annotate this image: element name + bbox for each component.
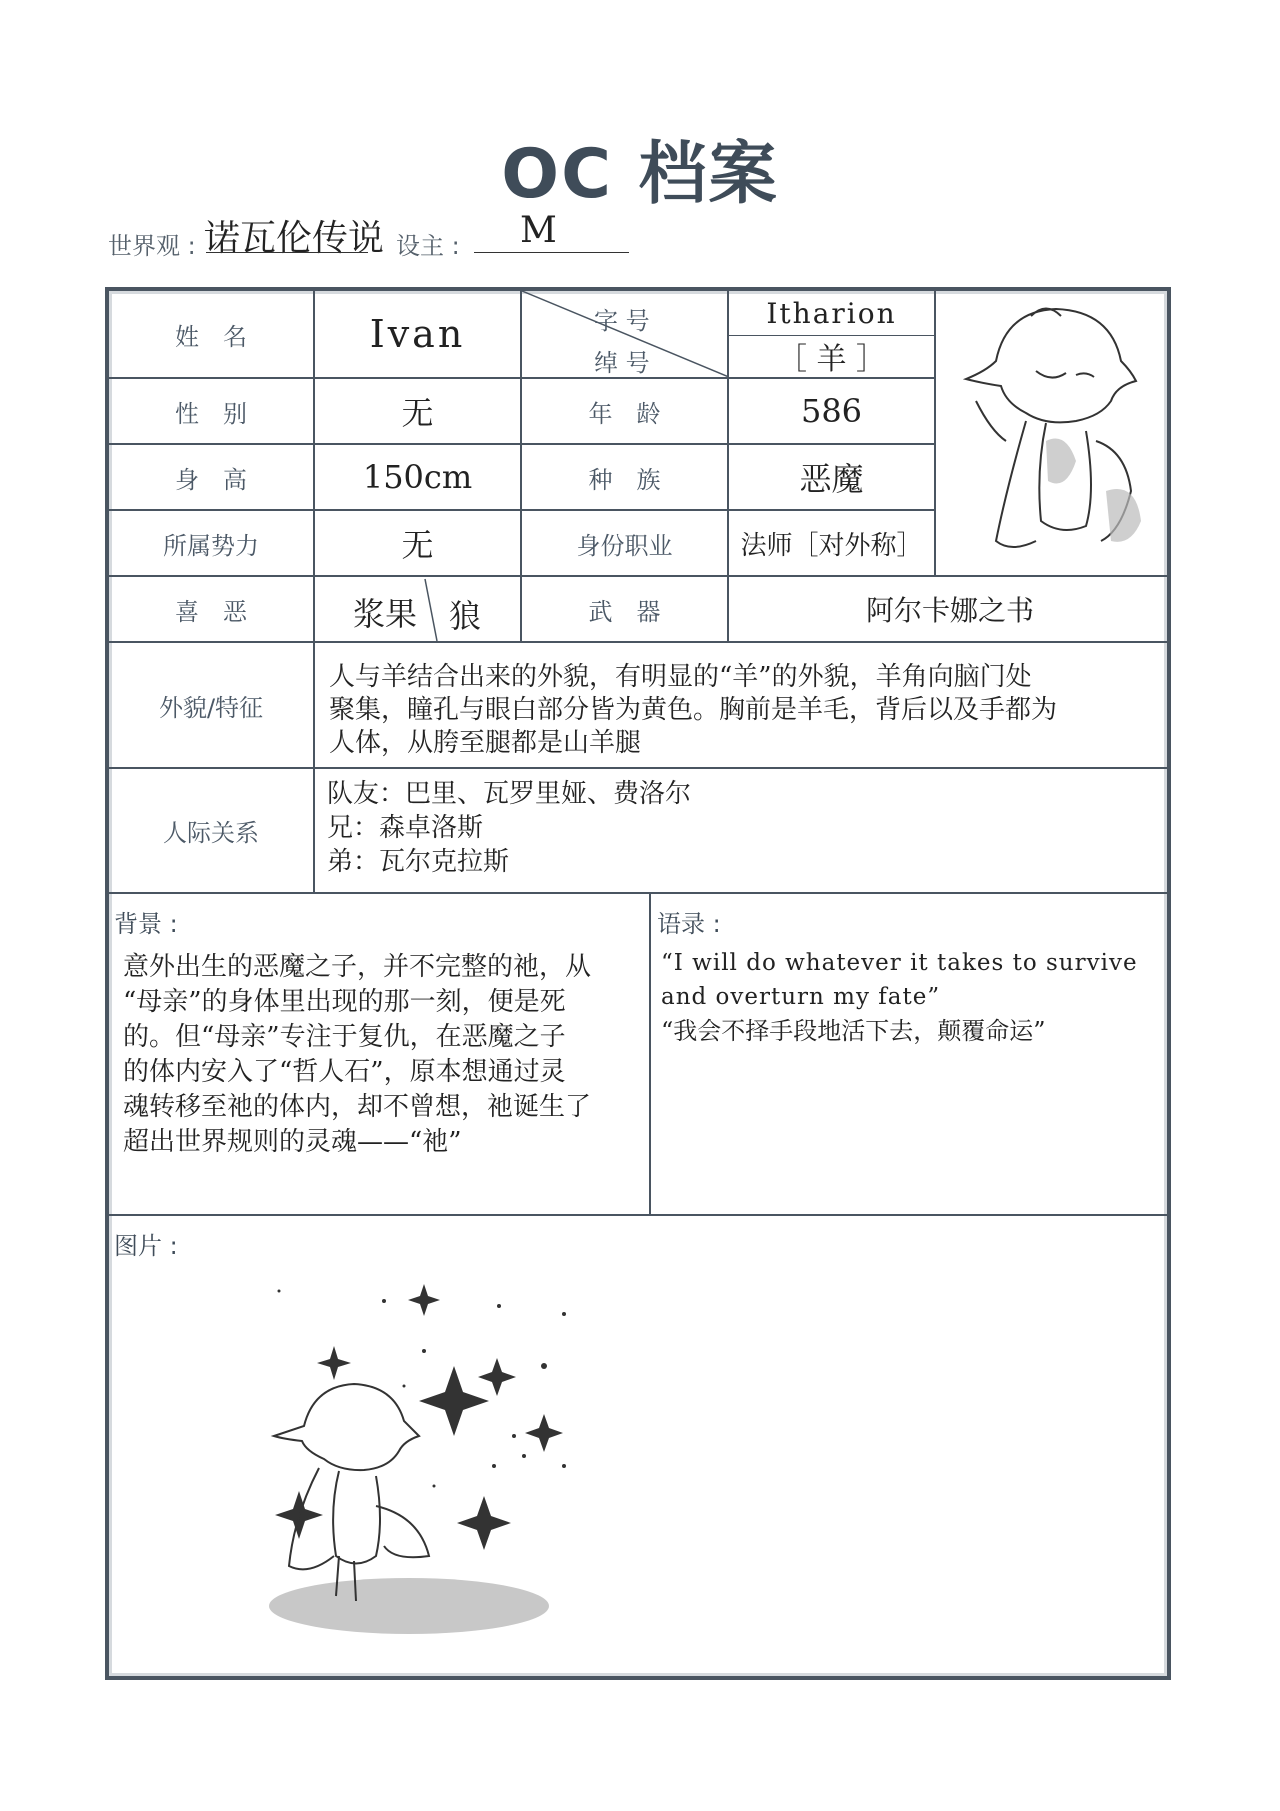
gender-label-cell	[109, 379, 315, 445]
gender-value-cell	[315, 379, 522, 445]
weapon-value-cell	[729, 577, 1171, 643]
faction-label-cell	[109, 511, 315, 577]
age-value-cell	[729, 379, 936, 445]
picture-label: 图片 :	[114, 1232, 178, 1260]
quote-line: “I will do whatever it takes to survive	[661, 950, 1138, 976]
height-label: 身 高	[175, 465, 247, 494]
meta-row	[108, 210, 748, 260]
race-label: 种 族	[588, 465, 661, 494]
likes-label: 喜 恶	[175, 597, 247, 626]
author-label: 设主 :	[396, 232, 460, 260]
portrait-cell	[936, 291, 1171, 577]
height-value-cell	[315, 445, 522, 511]
gender-value: 无	[401, 394, 434, 432]
background-line: 超出世界规则的灵魂——“祂”	[123, 1127, 462, 1157]
gender-label: 性 别	[175, 399, 247, 428]
likes-value-cell	[315, 577, 522, 643]
name-value-cell	[315, 291, 522, 379]
world-underline	[206, 252, 368, 253]
job-value: 法师［对外称］	[740, 530, 923, 561]
height-label-cell	[109, 445, 315, 511]
faction-label: 所属势力	[163, 531, 259, 560]
likes-label-cell	[109, 577, 315, 643]
author-underline	[474, 252, 629, 253]
relations-line: 兄：森卓洛斯	[327, 813, 484, 843]
appearance-line: 人与羊结合出来的外貌，有明显的“羊”的外貌，羊角向脑门处	[329, 662, 1032, 692]
quote-section	[651, 894, 1171, 1216]
weapon-label: 武 器	[588, 597, 661, 626]
character-illustration	[244, 1256, 664, 1656]
age-label-cell	[522, 379, 729, 445]
background-line: 的。但“母亲”专注于复仇，在恶魔之子	[123, 1022, 566, 1052]
relations-label: 人际关系	[163, 819, 259, 847]
likes-divider	[315, 577, 522, 643]
background-line: 的体内安入了“哲人石”，原本想通过灵	[123, 1057, 566, 1087]
chuo-value: ［ 羊 ］	[776, 342, 887, 377]
faction-value-cell	[315, 511, 522, 577]
weapon-label-cell	[522, 577, 729, 643]
appearance-label-cell	[109, 643, 315, 769]
relations-line: 队友：巴里、瓦罗里娅、费洛尔	[327, 779, 692, 809]
name-label: 姓 名	[175, 322, 247, 351]
background-line: 魂转移至祂的体内，却不曾想，祂诞生了	[123, 1092, 592, 1122]
age-value: 586	[800, 392, 863, 430]
quote-label: 语录 :	[657, 910, 721, 938]
relations-line: 弟：瓦尔克拉斯	[327, 847, 510, 877]
job-value-cell	[729, 511, 936, 577]
appearance-line: 聚集，瞳孔与眼白部分皆为黄色。胸前是羊毛，背后以及手都为	[329, 695, 1058, 725]
quote-line: “我会不择手段地活下去，颠覆命运”	[661, 1017, 1046, 1045]
background-line: “母亲”的身体里出现的那一刻，便是死	[123, 987, 566, 1017]
race-value: 恶魔	[799, 460, 864, 498]
author-value: M	[520, 210, 557, 251]
name-label-cell	[109, 291, 315, 379]
quote-text	[661, 946, 1166, 1048]
weapon-value: 阿尔卡娜之书	[865, 594, 1034, 627]
appearance-label: 外貌/特征	[158, 693, 264, 722]
picture-section	[109, 1216, 1171, 1680]
name-value: Ivan	[369, 312, 466, 356]
appearance-line: 人体，从胯至腿都是山羊腿	[329, 728, 642, 758]
page-title: OC 档案	[501, 135, 779, 214]
portrait-image	[936, 291, 1171, 575]
background-label: 背景 :	[114, 910, 178, 938]
profile-sheet	[105, 287, 1171, 1680]
background-section	[109, 894, 651, 1216]
zi-value: Itharion	[729, 291, 934, 336]
chuo-label: 绰 号	[594, 349, 650, 377]
world-label: 世界观 :	[108, 232, 196, 260]
likes-value: 浆果	[353, 595, 418, 633]
job-label: 身份职业	[576, 531, 673, 560]
relations-label-cell	[109, 769, 315, 894]
faction-value: 无	[401, 526, 434, 564]
quote-line: and overturn my fate”	[661, 984, 941, 1010]
zi-chuo-label-cell	[522, 291, 729, 379]
appearance-text	[315, 643, 1171, 769]
race-value-cell	[729, 445, 936, 511]
relations-text	[315, 769, 1171, 894]
background-line: 意外出生的恶魔之子，并不完整的祂，从	[123, 952, 592, 982]
age-label: 年 龄	[588, 399, 661, 428]
world-value: 诺瓦伦传说	[204, 218, 385, 259]
dislikes-value: 狼	[449, 597, 482, 635]
height-value: 150cm	[362, 458, 473, 496]
zi-label: 字 号	[594, 307, 650, 335]
zi-chuo-value-cell	[729, 291, 936, 379]
job-label-cell	[522, 511, 729, 577]
race-label-cell	[522, 445, 729, 511]
background-text	[123, 950, 648, 1160]
